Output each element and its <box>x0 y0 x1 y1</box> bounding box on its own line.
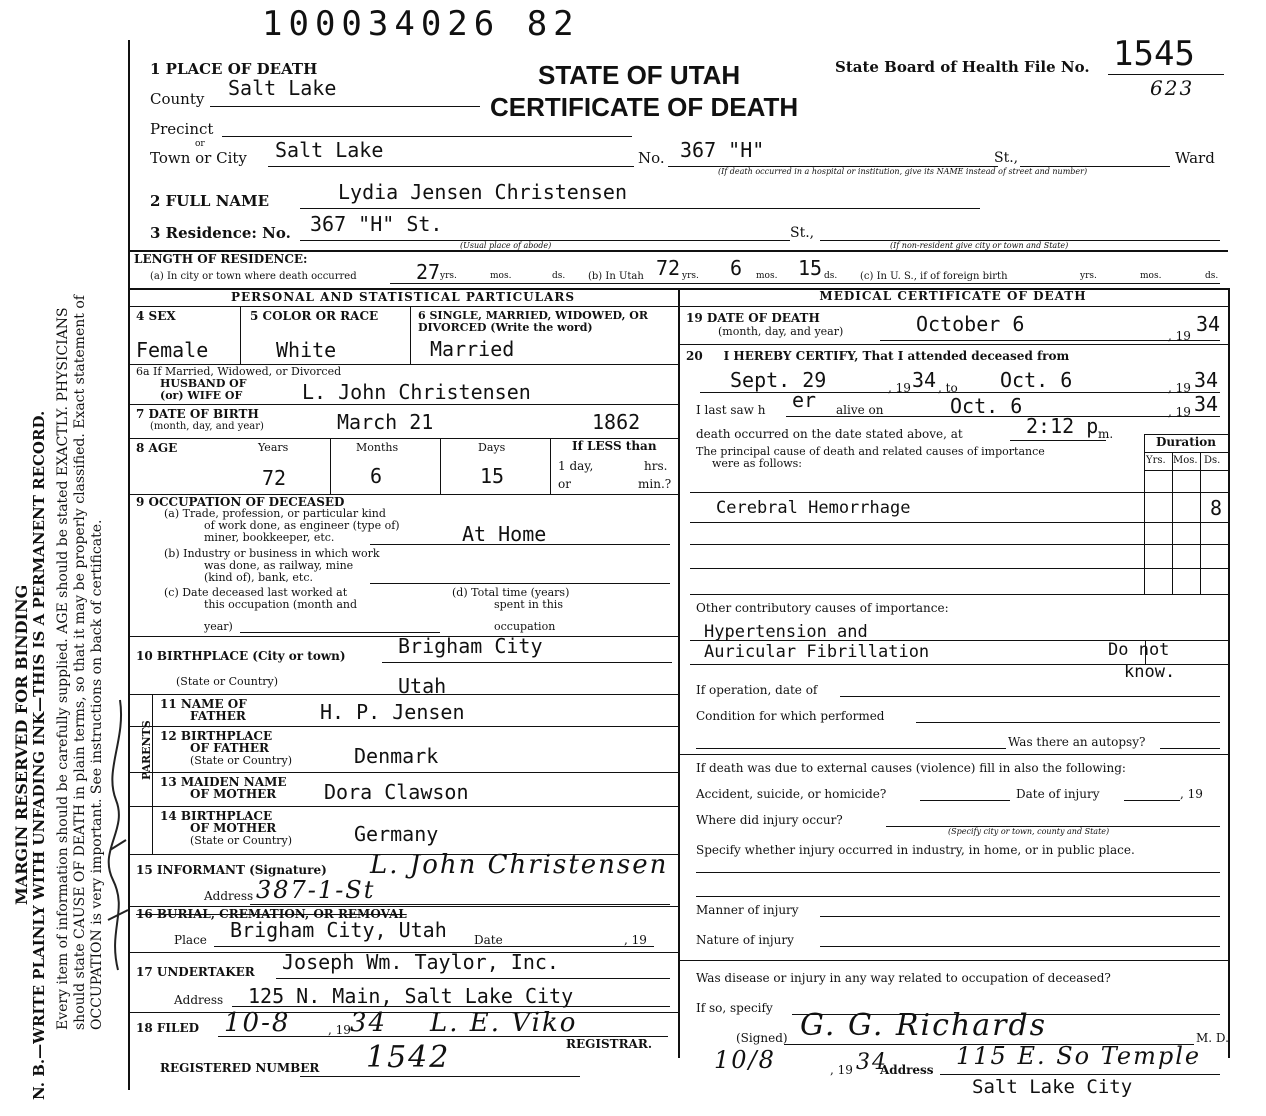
dod-value: October 6 <box>916 312 1025 336</box>
cause-line-1 <box>690 522 1228 523</box>
injury-date-label: Date of injury <box>1016 787 1100 801</box>
specify-whether-label: Specify whether injury occurred in industry, in home, or in public place. <box>696 843 1135 857</box>
birthplace-city: Brigham City <box>398 634 543 658</box>
do-not-know: Do not <box>1108 640 1170 660</box>
one-day-label: 1 day, <box>558 459 594 473</box>
informant-address-label: Address <box>204 889 254 903</box>
county-line <box>210 106 480 107</box>
record-number: 100034026 82 <box>262 4 580 44</box>
cause-line-top <box>690 492 1228 493</box>
birthplace-state: Utah <box>398 674 447 698</box>
undertaker-label: 17 UNDERTAKER <box>136 965 255 979</box>
instruction-line-2: should state CAUSE OF DEATH in plain terms, so that it may be properly classified. Exact statement of <box>72 295 88 1030</box>
occ-b-line <box>370 583 670 584</box>
age-div-3 <box>550 438 551 494</box>
autopsy-label: Was there an autopsy? <box>1008 735 1146 749</box>
personal-header-line <box>128 306 678 307</box>
precinct-line <box>222 136 632 137</box>
cause-days: 8 <box>1210 496 1223 520</box>
town-line <box>268 166 634 167</box>
injury-date-line <box>1124 800 1180 801</box>
accident-line <box>920 800 1010 801</box>
to-label: , to <box>938 381 958 395</box>
spouse-label-1: 6a If Married, Widowed, or Divorced <box>136 365 342 378</box>
occ-a-3: miner, bookkeeper, etc. <box>204 531 335 544</box>
physician-signature: G. G. Richards <box>800 1008 1048 1043</box>
row19-line <box>678 344 1228 345</box>
days-label: Days <box>478 441 506 454</box>
alive-line <box>786 416 1220 417</box>
file-number-line <box>1108 74 1224 75</box>
burial-date-label: Date <box>474 933 503 947</box>
length-fill-line <box>390 283 1220 284</box>
last-saw-fill: er <box>792 388 817 412</box>
father-line <box>128 726 678 727</box>
informant-address-line <box>250 904 670 905</box>
cause-line-2 <box>690 544 1228 545</box>
age-div-1 <box>330 438 331 494</box>
spouse-label-3: (or) WIFE OF <box>160 389 243 402</box>
min-label: min.? <box>638 477 672 491</box>
registered-number-value: 1542 <box>366 1040 451 1075</box>
medical-header: MEDICAL CERTIFICATE OF DEATH <box>819 289 1087 303</box>
length-b-yrs: yrs. <box>682 271 699 281</box>
mbirth-label-3: (State or Country) <box>190 834 293 847</box>
autopsy-answer-line <box>1160 748 1220 749</box>
informant-signature: L. John Christensen <box>370 850 669 880</box>
sign-year-prefix: , 19 <box>830 1063 853 1077</box>
length-a-label: (a) In city or town where death occurred <box>150 271 357 282</box>
cause-value: Cerebral Hemorrhage <box>716 498 911 518</box>
md-label: M. D. <box>1196 1031 1229 1045</box>
fbirth-label-2: OF FATHER <box>190 741 270 755</box>
filed-label: 18 FILED <box>136 1021 199 1035</box>
mother-value: Dora Clawson <box>324 780 469 804</box>
duration-left <box>1144 434 1145 594</box>
age-days: 15 <box>480 464 505 488</box>
state-country-label: (State or Country) <box>176 675 279 688</box>
filed-date: 10-8 <box>224 1008 291 1038</box>
full-name-label: 2 FULL NAME <box>150 192 270 210</box>
burial-line <box>214 946 654 947</box>
father-label-2: FATHER <box>190 709 246 723</box>
length-c-mos: mos. <box>1140 271 1162 281</box>
mother-label-1: 13 MAIDEN NAME <box>160 775 287 789</box>
county-label: County <box>150 90 205 108</box>
burial-place-value: Brigham City, Utah <box>230 918 447 942</box>
occ-c-3: year) <box>204 620 233 633</box>
row-external-line <box>678 754 1228 755</box>
dod-label: 19 DATE OF DEATH <box>686 311 820 325</box>
duration-label: Duration <box>1155 435 1217 449</box>
binding-margin-note: MARGIN RESERVED FOR BINDING <box>12 584 31 905</box>
length-b-months: 6 <box>730 256 743 280</box>
manner-line <box>820 916 1220 917</box>
nonresident-note: (If non-resident give city or town and State) <box>890 241 1069 250</box>
undertaker-value: Joseph Wm. Taylor, Inc. <box>282 950 559 974</box>
registrar-signature: L. E. Viko <box>430 1008 578 1038</box>
manner-label: Manner of injury <box>696 903 799 917</box>
years-label: Years <box>258 441 289 454</box>
condition-label: Condition for which performed <box>696 709 885 723</box>
undertaker-address: 125 N. Main, Salt Lake City <box>248 984 574 1008</box>
age-years: 72 <box>262 466 287 490</box>
residence-st-label: St., <box>790 225 815 241</box>
st-label: St., <box>994 150 1019 166</box>
county-value: Salt Lake <box>228 76 337 100</box>
cause-line-3 <box>690 568 1228 569</box>
occ-d-2: spent in this <box>494 598 563 611</box>
filed-year-label: , 19 <box>328 1023 351 1037</box>
mbirth-label-1: 14 BIRTHPLACE <box>160 809 273 823</box>
to-year: 34 <box>1194 368 1219 392</box>
parents-label: PARENTS <box>140 720 153 780</box>
margin-scribble <box>98 680 138 980</box>
occ-c-2: this occupation (month and <box>204 598 358 611</box>
other-line-2 <box>690 664 1228 665</box>
row6a-line <box>128 404 678 405</box>
duration-div-2 <box>1200 452 1201 594</box>
dod-year-prefix: , 19 <box>1168 329 1191 343</box>
parents-divider <box>152 694 153 854</box>
age-div-2 <box>440 438 441 494</box>
occ-c-1: (c) Date deceased last worked at <box>164 586 348 599</box>
death-occurred-label: death occurred on the date stated above, at <box>696 427 963 441</box>
precinct-label: Precinct <box>150 120 214 138</box>
duration-yrs: Yrs. <box>1146 455 1166 466</box>
occ-d-3: occupation <box>494 620 556 633</box>
full-name-value: Lydia Jensen Christensen <box>338 180 627 204</box>
no-label: No. <box>638 149 665 167</box>
duration-head-line <box>1144 452 1228 453</box>
ward-label: Ward <box>1175 149 1215 167</box>
sex-value: Female <box>136 338 209 362</box>
length-c-yrs: yrs. <box>1080 271 1097 281</box>
where-label: Where did injury occur? <box>696 813 843 827</box>
physician-address: 115 E. So Temple <box>956 1042 1202 1070</box>
duration-ds: Ds. <box>1204 455 1221 466</box>
certify-text: 20 I HEREBY CERTIFY, That I attended deceased from <box>686 349 1070 363</box>
specify-line-1 <box>696 872 1220 873</box>
length-c-ds: ds. <box>1205 271 1219 281</box>
color-value: White <box>276 338 337 362</box>
occupation-value: At Home <box>462 522 547 546</box>
place-of-death-label: 1 PLACE OF DEATH <box>150 60 318 78</box>
certificate-title: CERTIFICATE OF DEATH <box>490 92 799 122</box>
occ-b-2: was done, as railway, mine <box>204 559 354 572</box>
fbirth-line <box>128 772 678 773</box>
fbirth-label-1: 12 BIRTHPLACE <box>160 729 273 743</box>
sex-color-divider <box>240 306 241 364</box>
occ-c-line <box>240 632 440 633</box>
occ-a-line <box>370 544 670 545</box>
attended-from: Sept. 29 <box>730 368 827 392</box>
alive-date: Oct. 6 <box>950 394 1023 418</box>
address-label: Address <box>880 1063 934 1077</box>
mother-birthplace-value: Germany <box>354 822 439 846</box>
months-label: Months <box>356 441 399 454</box>
dob-year: 1862 <box>592 410 641 434</box>
from-year: 34 <box>912 368 937 392</box>
spouse-value: L. John Christensen <box>302 380 531 404</box>
sex-label: 4 SEX <box>136 309 176 323</box>
principal-label-1: The principal cause of death and related causes of importance <box>696 445 1045 458</box>
state-title: STATE OF UTAH <box>538 60 741 90</box>
age-label: 8 AGE <box>136 441 178 455</box>
signed-label: (Signed) <box>736 1031 788 1045</box>
length-a-ds: ds. <box>552 271 566 281</box>
dob-label: 7 DATE OF BIRTH <box>136 407 259 421</box>
physician-city: Salt Lake City <box>972 1076 1133 1098</box>
nature-line <box>820 946 1220 947</box>
town-value: Salt Lake <box>275 138 384 162</box>
duration-div-1 <box>1172 452 1173 594</box>
ink-instruction: N. B.—WRITE PLAINLY WITH UNFADING INK—THIS IS A PERMANENT RECORD. <box>30 410 48 1100</box>
registered-number-label: REGISTERED NUMBER <box>160 1061 320 1075</box>
residence-value: 367 "H" St. <box>310 212 443 236</box>
occ-d-1: (d) Total time (years) <box>452 586 570 599</box>
length-b-days: 15 <box>798 256 823 280</box>
spouse-label-2: HUSBAND OF <box>160 377 247 390</box>
instruction-line-3: OCCUPATION is very important. See instructions on back of certificate. <box>89 519 105 1030</box>
sign-date: 10/8 <box>714 1046 776 1074</box>
attended-to: Oct. 6 <box>1000 368 1073 392</box>
operation-line <box>840 696 1220 697</box>
full-name-line <box>300 208 980 209</box>
know: know. <box>1124 662 1176 682</box>
other-causes-label: Other contributory causes of importance: <box>696 601 949 615</box>
color-label: 5 COLOR OR RACE <box>250 309 379 323</box>
birthplace-city-line <box>382 662 672 663</box>
father-value: H. P. Jensen <box>320 700 465 724</box>
mother-label-2: OF MOTHER <box>190 787 277 801</box>
mother-line <box>128 806 678 807</box>
specify-city-note: (Specify city or town, county and State) <box>948 827 1110 836</box>
color-marital-divider <box>410 306 411 364</box>
length-a-mos: mos. <box>490 271 512 281</box>
autopsy-line <box>696 748 1006 749</box>
principal-label-2: were as follows: <box>712 457 803 470</box>
duration-mos: Mos. <box>1173 455 1198 466</box>
mbirth-label-2: OF MOTHER <box>190 821 277 835</box>
registered-number-line <box>300 1076 580 1077</box>
usual-abode-note: (Usual place of abode) <box>460 241 552 250</box>
row10-line <box>128 694 678 695</box>
accident-label: Accident, suicide, or homicide? <box>696 787 887 801</box>
file-number: 1545 <box>1113 34 1195 74</box>
occ-a-1: (a) Trade, profession, or particular kind <box>164 507 386 520</box>
specify-line-2 <box>696 896 1220 897</box>
length-b-label: (b) In Utah <box>588 271 644 282</box>
middle-divider <box>678 288 680 1058</box>
or-min-label: or <box>558 477 571 491</box>
age-months: 6 <box>370 464 383 488</box>
death-time: 2:12 p <box>1026 414 1099 438</box>
time-line <box>1010 440 1106 441</box>
hospital-note: (If death occurred in a hospital or institution, give its NAME instead of street and number) <box>718 167 1088 176</box>
dod-year: 34 <box>1196 312 1221 336</box>
do-not-divider <box>1145 640 1146 664</box>
dod-line <box>880 340 1220 341</box>
attended-line <box>700 392 1220 393</box>
external-causes-label: If death was due to external causes (violence) fill in also the following: <box>696 761 1126 775</box>
undertaker-address-line <box>232 1006 670 1007</box>
occupation-label: 9 OCCUPATION OF DECEASED <box>136 495 345 509</box>
town-label: Town or City <box>150 149 247 167</box>
dob-value: March 21 <box>337 410 434 434</box>
from-year-prefix: , 19 <box>888 381 911 395</box>
father-label-1: 11 NAME OF <box>160 697 247 711</box>
address-line <box>940 1074 1220 1075</box>
cause-line-4 <box>690 594 1228 595</box>
medical-header-line <box>678 306 1228 307</box>
marital-label: 6 SINGLE, MARRIED, WIDOWED, OR DIVORCED (Write the word) <box>418 309 649 334</box>
right-border <box>1228 288 1230 1058</box>
or-label: or <box>195 139 205 149</box>
other-cause-1: Hypertension and <box>704 622 868 642</box>
registrar-label: REGISTRAR. <box>566 1037 653 1051</box>
alive-year-prefix: , 19 <box>1168 405 1191 419</box>
condition-line <box>916 722 1220 723</box>
occ-b-1: (b) Industry or business in which work <box>164 547 380 560</box>
occ-a-2: of work done, as engineer (type of) <box>204 519 400 532</box>
operation-label: If operation, date of <box>696 683 818 697</box>
fbirth-label-3: (State or Country) <box>190 754 293 767</box>
length-b-ds: ds. <box>824 271 838 281</box>
dod-sublabel: (month, day, and year) <box>718 325 844 338</box>
burial-place-label: Place <box>174 933 207 947</box>
instruction-line-1: Every item of information should be carefully supplied. AGE should be stated EXACTLY. PHYSICIANS <box>55 307 71 1030</box>
occ-b-3: (kind of), bank, etc. <box>204 571 314 584</box>
personal-header: PERSONAL AND STATISTICAL PARTICULARS <box>230 290 575 304</box>
injury-year-label: , 19 <box>1180 787 1203 801</box>
other-cause-2: Auricular Fibrillation <box>704 642 930 662</box>
sign-year: 34 <box>856 1050 888 1075</box>
length-of-residence-label: LENGTH OF RESIDENCE: <box>134 252 308 266</box>
file-number-sub: 623 <box>1150 76 1195 100</box>
file-number-label: State Board of Health File No. <box>835 58 1090 76</box>
informant-address: 387-1-St <box>256 876 376 904</box>
dob-sublabel: (month, day, and year) <box>150 421 264 432</box>
length-c-label: (c) In U. S., if of foreign birth <box>860 271 1008 282</box>
length-b-mos: mos. <box>756 271 778 281</box>
birthplace-label: 10 BIRTHPLACE (City or town) <box>136 649 346 663</box>
informant-label: 15 INFORMANT (Signature) <box>136 863 327 877</box>
m-label: m. <box>1098 427 1114 441</box>
length-b-years: 72 <box>656 256 681 280</box>
less-label: If LESS than <box>572 439 657 453</box>
last-saw-label: I last saw h <box>696 403 766 417</box>
row-disease-line <box>678 960 1228 961</box>
disease-label: Was disease or injury in any way related to occupation of deceased? <box>696 971 1111 985</box>
street-number: 367 "H" <box>680 138 765 162</box>
undertaker-line <box>276 978 670 979</box>
left-border <box>128 40 130 1090</box>
length-a-yrs: yrs. <box>440 271 457 281</box>
burial-label: 16 BURIAL, CREMATION, OR REMOVAL <box>136 907 407 921</box>
alive-on-label: alive on <box>836 403 884 417</box>
to-year-prefix: , 19 <box>1168 381 1191 395</box>
nature-label: Nature of injury <box>696 933 794 947</box>
father-birthplace-value: Denmark <box>354 744 439 768</box>
residence-label: 3 Residence: No. <box>150 224 291 242</box>
length-a-years: 27 <box>416 260 441 284</box>
burial-year-label: , 19 <box>624 933 647 947</box>
marital-value: Married <box>430 337 515 361</box>
row17-line <box>128 1012 678 1013</box>
undertaker-address-label: Address <box>174 993 224 1007</box>
alive-year: 34 <box>1194 392 1219 416</box>
if-so-label: If so, specify <box>696 1001 773 1015</box>
duration-sub-line <box>1144 470 1228 471</box>
hrs-label: hrs. <box>644 459 668 473</box>
filed-year: 34 <box>350 1008 388 1038</box>
